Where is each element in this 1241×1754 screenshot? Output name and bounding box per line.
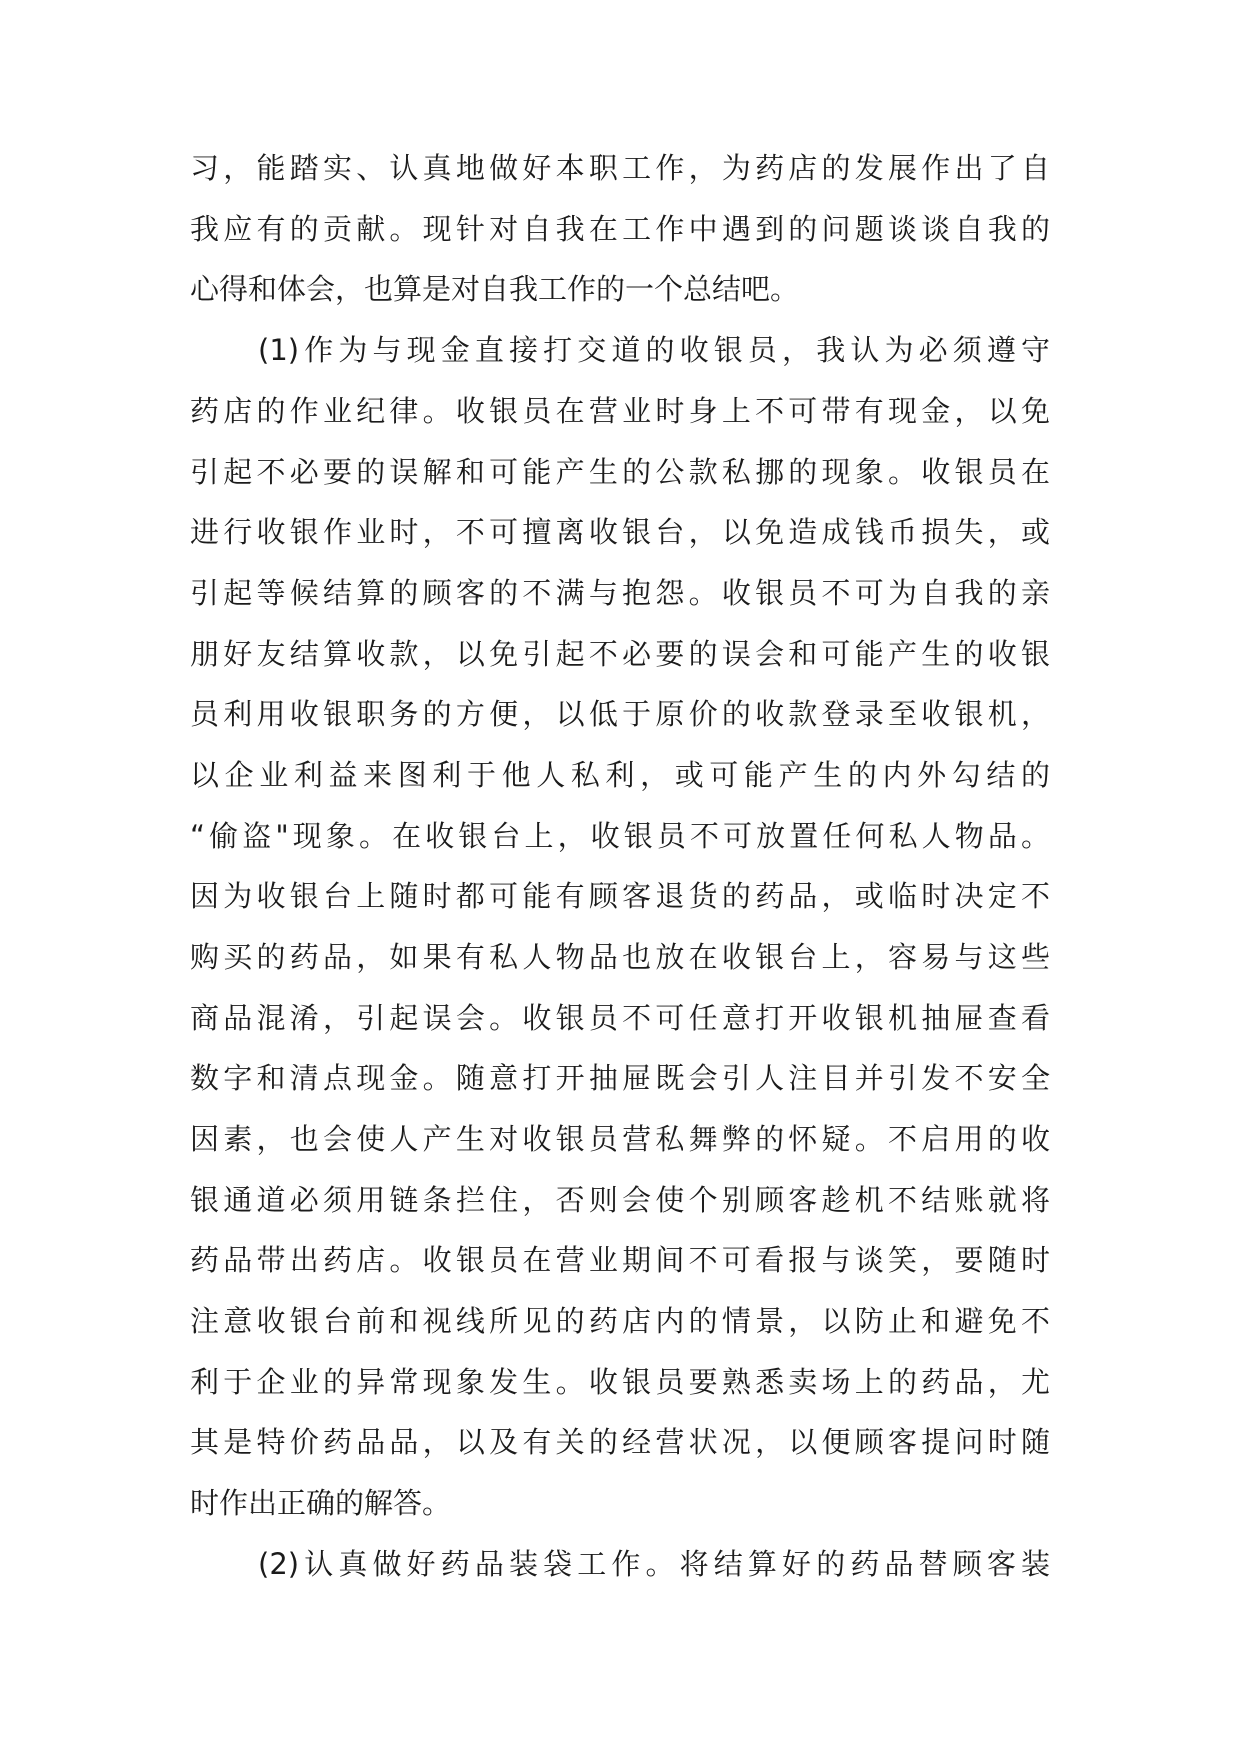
- text-line: 药品带出药店。收银员在营业期间不可看报与谈笑，要随时: [190, 1243, 1050, 1277]
- text-line: 其是特价药品品，以及有关的经营状况，以便顾客提问时随: [190, 1425, 1050, 1459]
- text-line: 因素，也会使人产生对收银员营私舞弊的怀疑。不启用的收: [190, 1122, 1050, 1156]
- text-line: 以企业利益来图利于他人私利，或可能产生的内外勾结的: [190, 758, 1050, 792]
- text-line: 数字和清点现金。随意打开抽屉既会引人注目并引发不安全: [190, 1061, 1050, 1095]
- text-line: 药店的作业纪律。收银员在营业时身上不可带有现金，以免: [190, 394, 1050, 428]
- text-line: 朋好友结算收款，以免引起不必要的误会和可能产生的收银: [190, 637, 1050, 671]
- text-line: 购买的药品，如果有私人物品也放在收银台上，容易与这些: [190, 940, 1050, 974]
- text-line: 习，能踏实、认真地做好本职工作，为药店的发展作出了自: [190, 151, 1050, 185]
- text-line: 进行收银作业时，不可擅离收银台，以免造成钱币损失，或: [190, 515, 1050, 549]
- text-line: 商品混淆，引起误会。收银员不可任意打开收银机抽屉查看: [190, 1001, 1050, 1035]
- text-line: 利于企业的异常现象发生。收银员要熟悉卖场上的药品，尤: [190, 1365, 1050, 1399]
- text-line: 员利用收银职务的方便，以低于原价的收款登录至收银机，: [190, 697, 1050, 731]
- text-line: 注意收银台前和视线所见的药店内的情景，以防止和避免不: [190, 1304, 1050, 1338]
- text-line: 引起等候结算的顾客的不满与抱怨。收银员不可为自我的亲: [190, 576, 1050, 610]
- text-line: 因为收银台上随时都可能有顾客退货的药品，或临时决定不: [190, 879, 1050, 913]
- text-line: 银通道必须用链条拦住，否则会使个别顾客趁机不结账就将: [190, 1183, 1050, 1217]
- text-line: 心得和体会，也算是对自我工作的一个总结吧。: [190, 272, 800, 306]
- text-line: “偷盗"现象。在收银台上，收银员不可放置任何私人物品。: [190, 819, 1050, 853]
- paragraph-first-line: (1)作为与现金直接打交道的收银员，我认为必须遵守: [258, 333, 1050, 367]
- text-line: 我应有的贡献。现针对自我在工作中遇到的问题谈谈自我的: [190, 212, 1050, 246]
- text-line: 时作出正确的解答。: [190, 1486, 452, 1520]
- paragraph-first-line: (2)认真做好药品装袋工作。将结算好的药品替顾客装: [258, 1547, 1050, 1581]
- text-line: 引起不必要的误解和可能产生的公款私挪的现象。收银员在: [190, 455, 1050, 489]
